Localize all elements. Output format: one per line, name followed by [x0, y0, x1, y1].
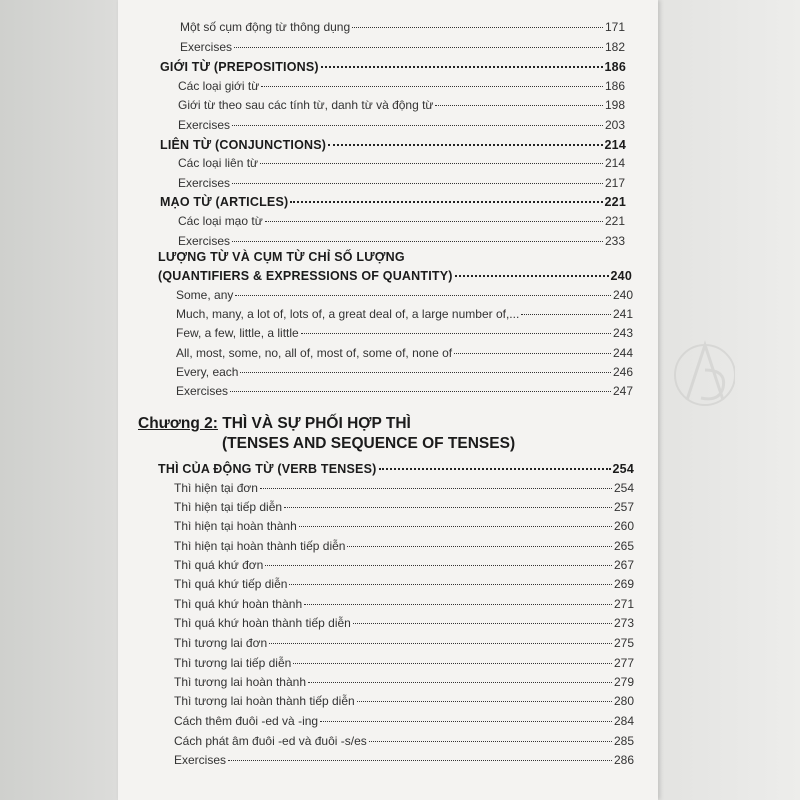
dot-leader [308, 682, 612, 683]
toc-entry-title: (QUANTIFIERS & EXPRESSIONS OF QUANTITY) [158, 269, 453, 283]
dot-leader [328, 144, 602, 146]
toc-entry [176, 345, 633, 361]
toc-page-number: 284 [613, 714, 634, 728]
toc-page-number: 280 [613, 694, 634, 708]
toc-page-number: 186 [604, 79, 625, 93]
dot-leader [260, 163, 603, 164]
toc-page-number: 269 [613, 577, 634, 591]
toc-entry-title: Every, each [176, 365, 239, 379]
toc-entry-title: Một số cụm động từ thông dụng [180, 20, 351, 34]
toc-page-number: 260 [613, 519, 634, 533]
toc-entry-title: Các loại liên từ [178, 156, 259, 170]
toc-entry-title: Much, many, a lot of, lots of, a great deal of, a large number of,... [176, 307, 520, 321]
toc-entry [176, 287, 633, 303]
toc-entry-title: All, most, some, no, all of, most of, some of, none of [176, 346, 453, 360]
toc-entry-title: Thì quá khứ đơn [174, 558, 264, 572]
dot-leader [353, 623, 612, 624]
dot-leader [265, 565, 612, 566]
toc-entry-title: Các loại mạo từ [178, 214, 263, 228]
toc-entry [174, 693, 634, 709]
dot-leader [454, 353, 611, 354]
toc-section-heading [158, 268, 632, 284]
toc-page-number: 241 [612, 307, 633, 321]
toc-entry-title: Thì tương lai hoàn thành [174, 675, 306, 689]
toc-section-heading [158, 461, 634, 477]
dot-leader [261, 86, 603, 87]
toc-page-number: 254 [613, 481, 634, 495]
toc-entry [174, 713, 634, 729]
toc-entry [178, 78, 625, 94]
dot-leader [293, 663, 612, 664]
toc-page-number: 273 [613, 616, 634, 630]
toc-entry-title: Few, a few, little, a little [176, 326, 299, 340]
toc-entry-title: Exercises [174, 753, 227, 767]
toc-page-number: 243 [612, 326, 633, 340]
dot-leader [304, 604, 612, 605]
dot-leader [232, 241, 603, 242]
dot-leader [379, 468, 611, 470]
toc-entry-title: Thì tương lai hoàn thành tiếp diễn [174, 694, 355, 708]
toc-entry-title: Thì hiện tại hoàn thành [174, 519, 297, 533]
toc-page-number: 240 [610, 269, 632, 283]
chapter-label: Chương 2: [138, 415, 218, 432]
toc-page-number: 277 [613, 656, 634, 670]
toc-page-number: 247 [612, 384, 633, 398]
toc-entry [174, 538, 634, 554]
dot-leader [260, 488, 612, 489]
toc-entry-title: Thì quá khứ hoàn thành [174, 597, 303, 611]
dot-leader [435, 105, 603, 106]
toc-entry-title: Thì hiện tại tiếp diễn [174, 500, 283, 514]
dot-leader [284, 507, 612, 508]
toc-entry [178, 155, 625, 171]
dot-leader [265, 221, 603, 222]
dot-leader [455, 275, 609, 277]
toc-entry [180, 19, 625, 35]
dot-leader [228, 760, 612, 761]
dot-leader [240, 372, 610, 373]
toc-page-number: 171 [604, 20, 625, 34]
toc-entry [174, 635, 634, 651]
toc-entry [180, 39, 625, 55]
toc-entry-title: Thì tương lai tiếp diễn [174, 656, 292, 670]
dot-leader [521, 314, 611, 315]
dot-leader [352, 27, 603, 28]
toc-page-number: 198 [604, 98, 625, 112]
toc-page-number: 240 [612, 288, 633, 302]
toc-entry [176, 325, 633, 341]
toc-page-number: 186 [604, 60, 626, 74]
toc-page-number: 285 [613, 734, 634, 748]
toc-page-number: 221 [604, 195, 626, 209]
toc-entry-title: Exercises [178, 176, 231, 190]
toc-page-number: 279 [613, 675, 634, 689]
toc-entry-title: Các loại giới từ [178, 79, 260, 93]
dot-leader [269, 643, 612, 644]
toc-page-number: 254 [612, 462, 634, 476]
dot-leader [232, 183, 603, 184]
toc-entry-title: Exercises [178, 118, 231, 132]
toc-page-number: 257 [613, 500, 634, 514]
toc-page-number: 246 [612, 365, 633, 379]
toc-page-number: 265 [613, 539, 634, 553]
toc-entry [174, 557, 634, 573]
toc-section-heading [160, 137, 626, 153]
toc-section-heading [160, 194, 626, 210]
toc-entry-title: Thì hiện tại đơn [174, 481, 258, 495]
toc-section-heading [160, 59, 626, 75]
dot-leader [299, 526, 612, 527]
toc-page-number: 275 [613, 636, 634, 650]
toc-entry-title: GIỚI TỪ (PREPOSITIONS) [160, 60, 319, 74]
toc-page-number: 267 [613, 558, 634, 572]
toc-entry [174, 576, 634, 592]
toc-entry [178, 117, 625, 133]
dot-leader [347, 546, 612, 547]
toc-entry-title: MẠO TỪ (ARTICLES) [160, 195, 289, 209]
toc-page-number: 214 [604, 138, 626, 152]
toc-entry [178, 175, 625, 191]
toc-entry [176, 364, 633, 380]
toc-entry-title: LIÊN TỪ (CONJUNCTIONS) [160, 138, 327, 152]
dot-leader [369, 741, 612, 742]
toc-page-number: 271 [613, 597, 634, 611]
toc-entry-title: Giới từ theo sau các tính từ, danh từ và động từ [178, 98, 434, 112]
toc-entry-title: Exercises [176, 384, 229, 398]
toc-page-number: 233 [604, 234, 625, 248]
dot-leader [320, 721, 612, 722]
dot-leader [301, 333, 611, 334]
toc-entry [174, 752, 634, 768]
toc-entry [178, 213, 625, 229]
dot-leader [234, 47, 603, 48]
toc-entry-title: THÌ CỦA ĐỘNG TỪ (VERB TENSES) [158, 462, 377, 476]
dot-leader [290, 201, 602, 203]
toc-entry-title: Cách phát âm đuôi -ed và đuôi -s/es [174, 734, 367, 748]
toc-entry [174, 733, 634, 749]
toc-entry [174, 655, 634, 671]
dot-leader [289, 584, 612, 585]
toc-page-number: 214 [604, 156, 625, 170]
toc-entry [178, 97, 625, 113]
toc-entry-title: Thì tương lai đơn [174, 636, 268, 650]
toc-page-number: 286 [613, 753, 634, 767]
toc-entry [174, 499, 634, 515]
toc-entry-title: LƯỢNG TỪ VÀ CỤM TỪ CHỈ SỐ LƯỢNG [158, 250, 405, 264]
toc-page-number: 203 [604, 118, 625, 132]
chapter-title-line1: THÌ VÀ SỰ PHỐI HỢP THÌ [222, 415, 411, 432]
toc-entry [174, 518, 634, 534]
toc-entry-title: Cách thêm đuôi -ed và -ing [174, 714, 319, 728]
toc-entry [178, 233, 625, 249]
toc-page-number: 244 [612, 346, 633, 360]
dot-leader [235, 295, 611, 296]
toc-entry [176, 306, 633, 322]
toc-entry [174, 596, 634, 612]
toc-entry-title: Thì hiện tại hoàn thành tiếp diễn [174, 539, 346, 553]
toc-entry [174, 615, 634, 631]
toc-entry-title: Thì quá khứ hoàn thành tiếp diễn [174, 616, 351, 630]
dot-leader [230, 391, 611, 392]
toc-entry [174, 674, 634, 690]
chapter-heading [138, 414, 411, 434]
toc-entry [174, 480, 634, 496]
toc-page-number: 221 [604, 214, 625, 228]
toc-entry-title: Exercises [180, 40, 233, 54]
toc-entry-title: Some, any [176, 288, 234, 302]
toc-page-number: 182 [604, 40, 625, 54]
toc-entry-title: Exercises [178, 234, 231, 248]
toc-entry [176, 383, 633, 399]
dot-leader [321, 66, 603, 68]
dot-leader [357, 701, 612, 702]
dot-leader [232, 125, 603, 126]
toc-page-number: 217 [604, 176, 625, 190]
chapter-title-line2: (TENSES AND SEQUENCE OF TENSES) [222, 435, 516, 452]
toc-section-heading [158, 249, 405, 265]
toc-entry-title: Thì quá khứ tiếp diễn [174, 577, 288, 591]
